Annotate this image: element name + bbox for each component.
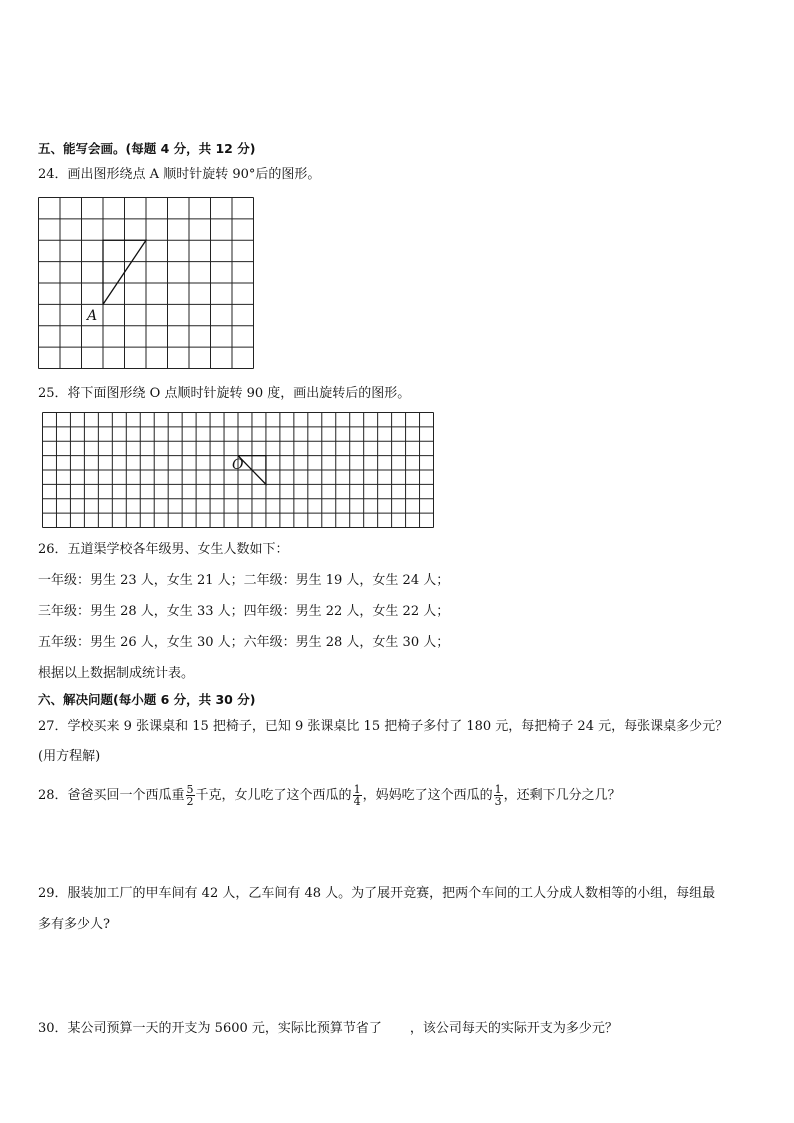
q28-text-1: 28．爸爸买回一个西瓜重 bbox=[38, 788, 185, 803]
q24-grid bbox=[38, 197, 254, 369]
section-6-header: 六、解决问题(每小题 6 分，共 30 分) bbox=[38, 692, 256, 707]
fraction-5-2 bbox=[186, 784, 195, 807]
fraction-denominator: 3 bbox=[494, 795, 502, 808]
fraction-1-3 bbox=[494, 784, 503, 807]
point-o-label: O bbox=[232, 457, 244, 473]
q30-text-1: 30．某公司预算一天的开支为 5600 元，实际比预算节省了 bbox=[38, 1021, 382, 1036]
question-28 bbox=[38, 783, 621, 809]
section-5-header: 五、能写会画。(每题 4 分，共 12 分) bbox=[38, 141, 256, 156]
q28-text-3: ，妈妈吃了这个西瓜的 bbox=[362, 788, 493, 803]
question-26: 26．五道渠学校各年级男、女生人数如下： bbox=[38, 542, 289, 557]
fraction-denominator: 2 bbox=[186, 795, 194, 808]
q26-data-line-3: 五年级：男生 26 人，女生 30 人；六年级：男生 28 人，女生 30 人； bbox=[38, 635, 450, 650]
fraction-numerator: 1 bbox=[353, 783, 361, 796]
fraction-1-4 bbox=[353, 784, 362, 807]
question-27-note: (用方程解) bbox=[38, 749, 101, 764]
fraction-numerator: 1 bbox=[494, 783, 502, 796]
question-29-line-2: 多有多少人? bbox=[38, 917, 110, 932]
q26-data-line-2: 三年级：男生 28 人，女生 33 人；四年级：男生 22 人，女生 22 人； bbox=[38, 604, 450, 619]
q28-text-2: 千克，女儿吃了这个西瓜的 bbox=[195, 788, 352, 803]
question-27: 27．学校买来 9 张课桌和 15 把椅子，已知 9 张课桌比 15 把椅子多付了 180 元，每把椅子 24 元，每张课桌多少元？ bbox=[38, 719, 729, 734]
question-24: 24．画出图形绕点 A 顺时针旋转 90°后的图形。 bbox=[38, 167, 321, 182]
fraction-numerator: 5 bbox=[186, 783, 194, 796]
q30-text-2: ，该公司每天的实际开支为多少元？ bbox=[409, 1021, 618, 1036]
question-29-line-1: 29．服装加工厂的甲车间有 42 人，乙车间有 48 人。为了展开竞赛，把两个车间的工人分成人数相等的小组，每组最 bbox=[38, 886, 716, 901]
fraction-denominator: 4 bbox=[353, 795, 361, 808]
q26-data-line-4: 根据以上数据制成统计表。 bbox=[38, 666, 195, 681]
q26-data-line-1: 一年级：男生 23 人，女生 21 人；二年级：男生 19 人，女生 24 人； bbox=[38, 573, 450, 588]
question-30 bbox=[38, 1020, 618, 1038]
question-25: 25．将下面图形绕 O 点顺时针旋转 90 度，画出旋转后的图形。 bbox=[38, 386, 411, 401]
point-a-label: A bbox=[87, 308, 98, 324]
q28-text-4: ，还剩下几分之几？ bbox=[503, 788, 621, 803]
